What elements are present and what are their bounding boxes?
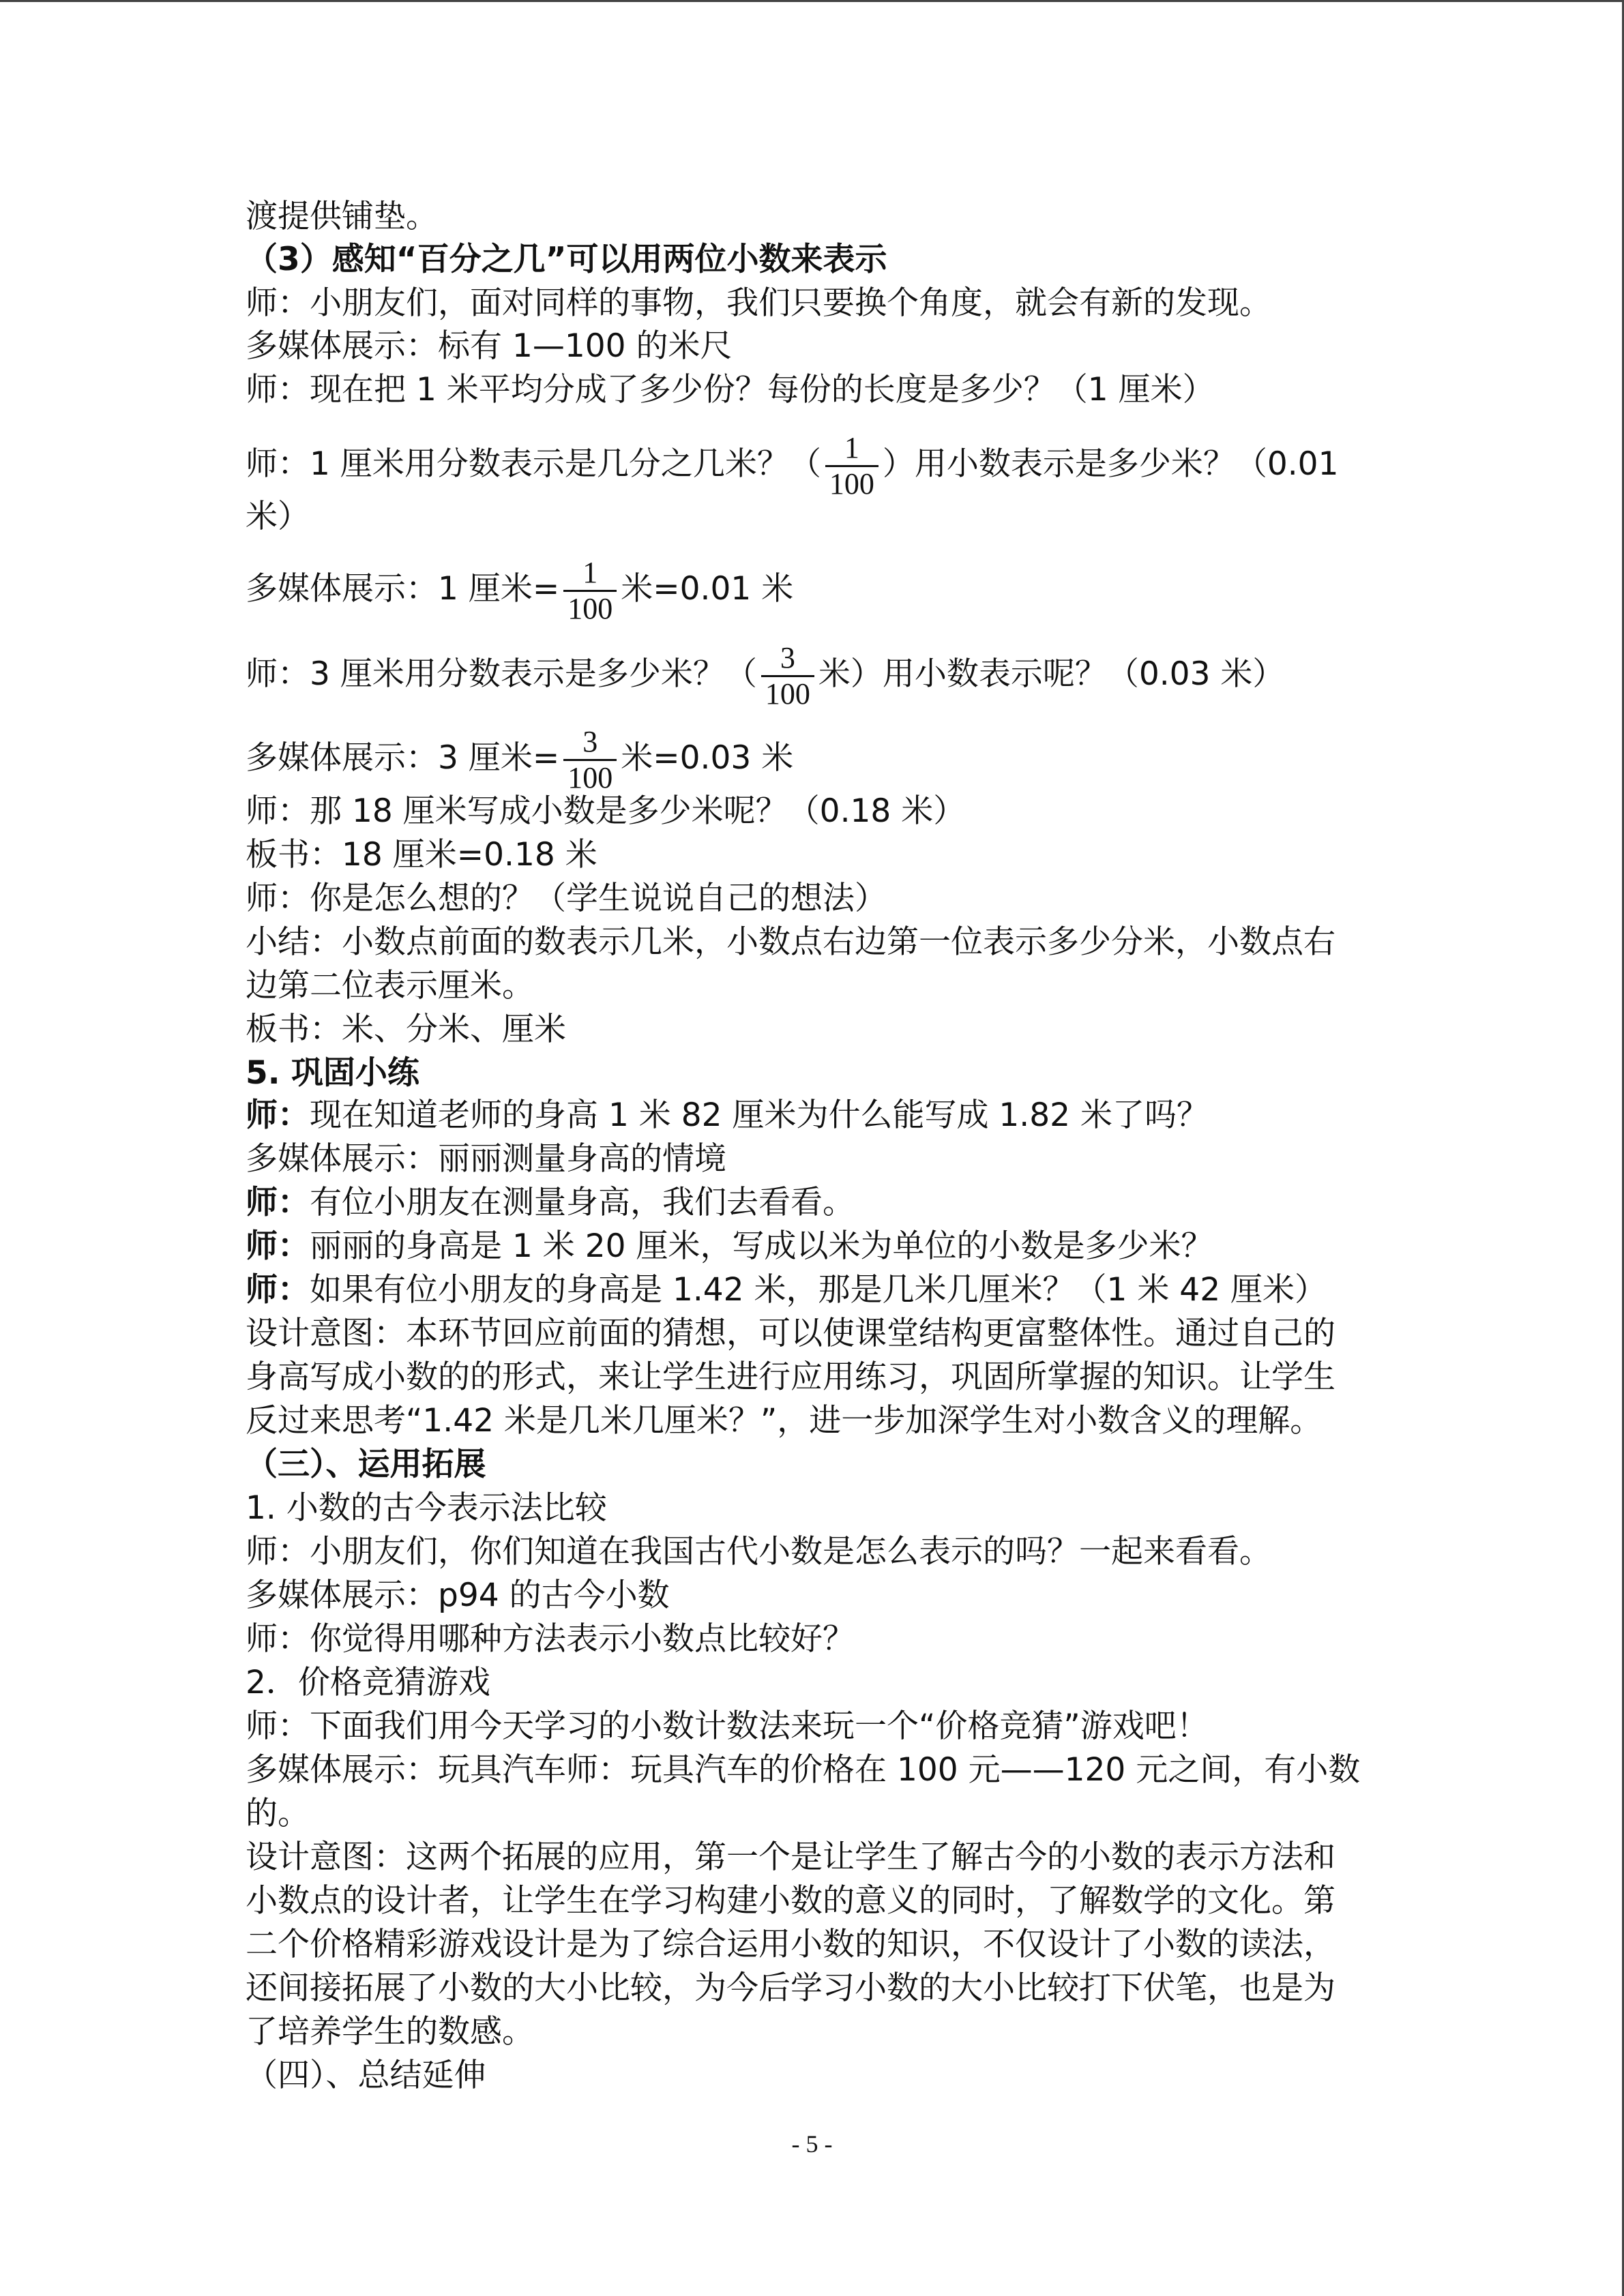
text-line: 1. 小数的古今表示法比较 <box>246 1489 607 1527</box>
text-segment: 丽丽的身高是 1 米 20 厘米，写成以米为单位的小数是多少米？ <box>310 1227 1213 1265</box>
text-segment: 多媒体展示：3 厘米= <box>246 739 560 777</box>
text-line: 设计意图：本环节回应前面的猜想，可以使课堂结构更富整体性。通过自己的 <box>246 1315 1335 1352</box>
section-heading: （3）感知“百分之几”可以用两位小数来表示 <box>246 241 887 278</box>
text-segment: 师：1 厘米用分数表示是几分之几米？（ <box>246 445 821 483</box>
text-line: 师：你是怎么想的？（学生说说自己的想法） <box>246 880 887 917</box>
fraction-denominator: 100 <box>567 592 613 625</box>
text-line: 师：那 18 厘米写成小数是多少米呢？（0.18 米） <box>246 792 966 830</box>
text-line: 多媒体展示：玩具汽车师：玩具汽车的价格在 100 元——120 元之间，有小数 <box>246 1751 1361 1789</box>
fraction-denominator: 100 <box>829 467 874 501</box>
text-line: 师：下面我们用今天学习的小数计数法来玩一个“价格竞猜”游戏吧！ <box>246 1708 1209 1745</box>
fraction <box>761 641 814 711</box>
text-segment: 米=0.03 米 <box>621 739 794 777</box>
fraction-numerator: 1 <box>563 556 617 592</box>
text-segment: 现在知道老师的身高 1 米 82 厘米为什么能写成 1.82 米了吗？ <box>310 1097 1209 1134</box>
text-line: 的。 <box>246 1795 310 1832</box>
section-heading: （三）、运用拓展 <box>246 1446 486 1483</box>
text-segment: 米）用小数表示呢？（0.03 米） <box>818 655 1285 693</box>
text-line: 了培养学生的数感。 <box>246 2013 534 2051</box>
text-line: 师：你觉得用哪种方法表示小数点比较好？ <box>246 1620 855 1658</box>
text-line-with-fraction <box>246 641 1285 711</box>
text-line: 反过来思考“1.42 米是几米几厘米？”，进一步加深学生对小数含义的理解。 <box>246 1402 1323 1440</box>
text-segment: ）用小数表示是多少米？（0.01 <box>882 445 1339 483</box>
text-line: 师：现在把 1 米平均分成了多少份？每份的长度是多少？（1 厘米） <box>246 371 1215 408</box>
fraction <box>563 556 617 626</box>
fraction <box>563 725 617 795</box>
text-line: 设计意图：这两个拓展的应用，第一个是让学生了解古今的小数的表示方法和 <box>246 1838 1335 1876</box>
text-line-with-fraction <box>246 556 794 625</box>
text-line: 板书：18 厘米=0.18 米 <box>246 836 597 874</box>
text-line <box>246 1181 855 1225</box>
fraction-numerator: 1 <box>825 431 879 467</box>
text-line: 多媒体展示：丽丽测量身高的情境 <box>246 1140 726 1178</box>
text-line: 还间接拓展了小数的大小比较，为今后学习小数的大小比较打下伏笔，也是为 <box>246 1969 1335 2007</box>
fraction-numerator: 3 <box>761 641 814 677</box>
text-line: 渡提供铺垫。 <box>246 198 438 235</box>
fraction <box>825 431 879 501</box>
speaker-label: 师： <box>246 1271 310 1309</box>
text-segment: 多媒体展示：1 厘米= <box>246 570 560 608</box>
text-line: 二个价格精彩游戏设计是为了综合运用小数的知识，不仅设计了小数的读法， <box>246 1926 1335 1963</box>
text-line: 边第二位表示厘米。 <box>246 967 534 1004</box>
text-line: 板书：米、分米、厘米 <box>246 1011 566 1048</box>
text-segment: 有位小朋友在测量身高，我们去看看。 <box>310 1184 855 1221</box>
text-line: 小结：小数点前面的数表示几米，小数点右边第一位表示多少分米，小数点右 <box>246 923 1335 961</box>
fraction-denominator: 100 <box>765 677 810 711</box>
text-segment: 米=0.01 米 <box>621 570 794 608</box>
speaker-label: 师： <box>246 1184 310 1221</box>
text-line: 多媒体展示：标有 1—100 的米尺 <box>246 327 733 365</box>
text-line <box>246 1268 1327 1312</box>
text-line <box>246 1225 1213 1268</box>
speaker-label: 师： <box>246 1097 310 1134</box>
text-line: 2．价格竞猜游戏 <box>246 1664 490 1701</box>
text-line: 师：小朋友们，你们知道在我国古代小数是怎么表示的吗？一起来看看。 <box>246 1533 1271 1570</box>
text-line: 身高写成小数的的形式，来让学生进行应用练习，巩固所掌握的知识。让学生 <box>246 1358 1335 1396</box>
speaker-label: 师： <box>246 1227 310 1265</box>
section-heading: 5. 巩固小练 <box>246 1054 419 1092</box>
text-line: 师：小朋友们，面对同样的事物，我们只要换个角度，就会有新的发现。 <box>246 284 1271 322</box>
fraction-denominator: 100 <box>567 761 613 794</box>
text-line-with-fraction <box>246 725 794 794</box>
text-line: 米） <box>246 498 310 535</box>
text-line: 小数点的设计者，让学生在学习构建小数的意义的同时，了解数学的文化。第 <box>246 1882 1335 1920</box>
page-number: - 5 - <box>791 2130 833 2158</box>
fraction-numerator: 3 <box>563 725 617 761</box>
text-line: 多媒体展示：p94 的古今小数 <box>246 1577 670 1614</box>
text-line <box>246 1094 1209 1137</box>
text-segment: 如果有位小朋友的身高是 1.42 米，那是几米几厘米？（1 米 42 厘米） <box>310 1271 1327 1309</box>
page-border-top <box>0 0 1624 2</box>
section-heading: （四）、总结延伸 <box>246 2057 486 2094</box>
text-line-with-fraction <box>246 431 1339 501</box>
text-segment: 师：3 厘米用分数表示是多少米？（ <box>246 655 757 693</box>
